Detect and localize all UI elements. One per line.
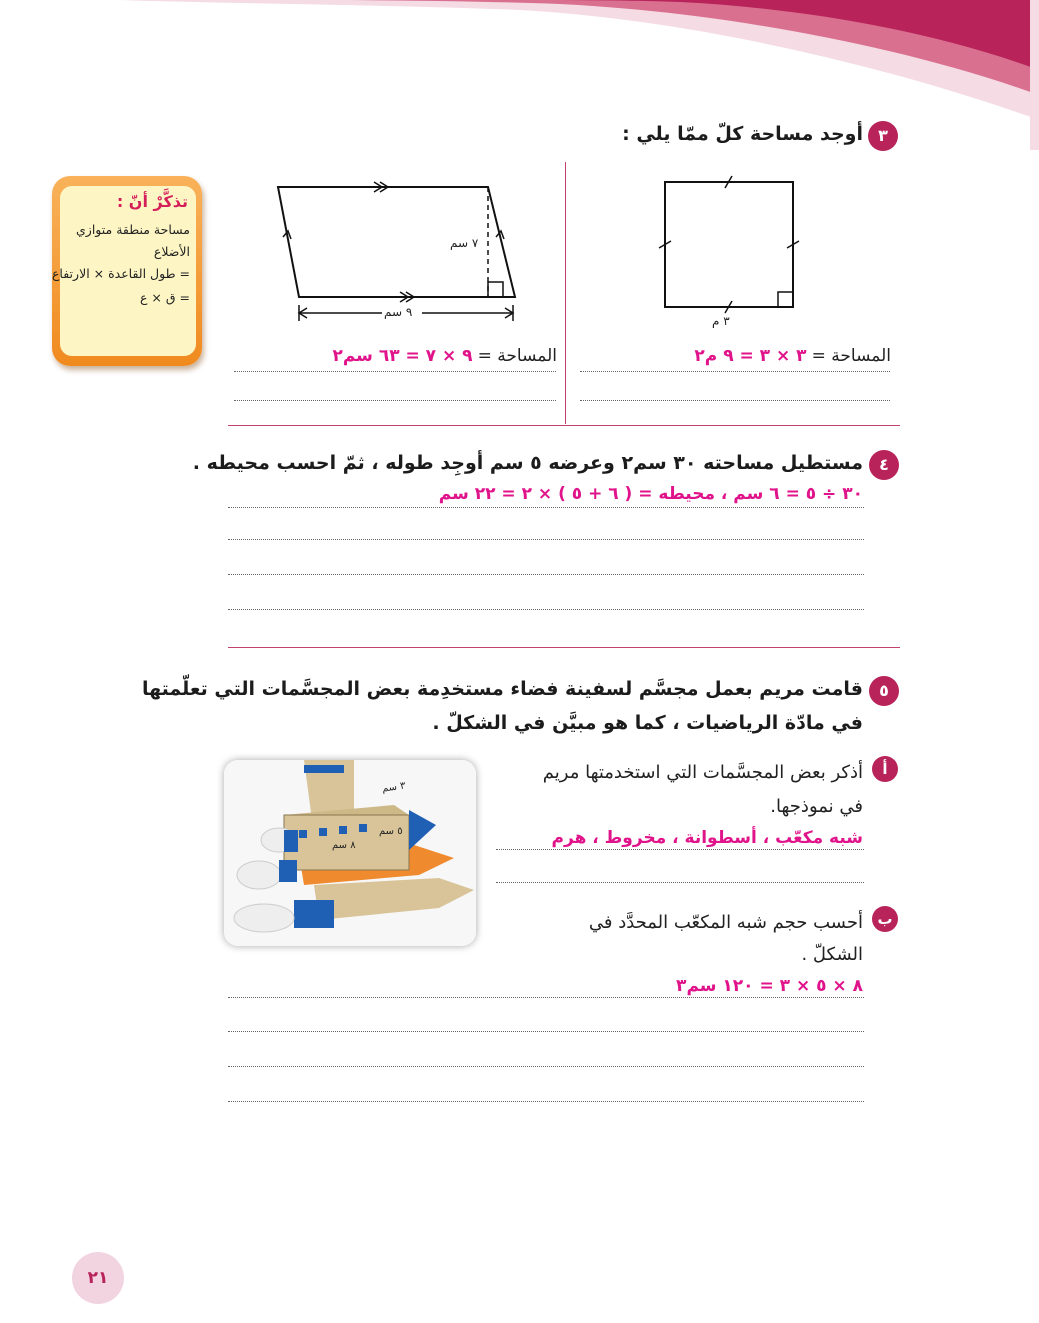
section-divider	[228, 425, 900, 426]
question-5-prompt-line-2: في مادّة الرياضيات ، كما هو مبيَّن في الشكلّ .	[432, 712, 863, 734]
answer-line	[234, 400, 556, 401]
remember-line-3: = طول القاعدة × الارتفاع	[51, 266, 190, 281]
answer-line	[228, 539, 864, 540]
column-divider	[565, 162, 566, 424]
answer-line	[228, 574, 864, 575]
parallelogram-base-label: ٩ سم	[384, 305, 413, 319]
remember-line-2: الأضلاع	[153, 244, 190, 259]
remember-line-1: مساحة منطقة متوازي	[76, 222, 190, 237]
parallelogram-area-label: المساحة =	[477, 346, 557, 366]
photo-label-height: ٣ سم	[381, 780, 407, 795]
section-divider	[228, 647, 900, 648]
answer-line	[228, 507, 864, 508]
parallelogram-height-label: ٧ سم	[450, 236, 479, 250]
parallelogram-area-row	[217, 346, 557, 366]
question-4-answer: ٣٠ ÷ ٥ = ٦ سم ، محيطه = ( ٦ + ٥ ) × ٢ = ٢٢ سم	[438, 484, 863, 504]
answer-line	[580, 400, 890, 401]
photo-label-width: ٥ سم	[379, 826, 403, 837]
remember-title: تذكَّرْ أنّ :	[116, 192, 188, 211]
square-area-answer: ٣ × ٣ = ٩ م٢	[694, 346, 807, 366]
question-4-prompt: مستطيل مساحته ٣٠ سم٢ وعرضه ٥ سم أوجِد طوله ، ثمّ احسب محيطه .	[192, 452, 863, 474]
question-5-number: ٥	[869, 676, 899, 706]
question-5-prompt-line-1: قامت مريم بعمل مجسَّم لسفينة فضاء مستخدِمة بعض المجسَّمات التي تعلّمتها	[141, 678, 863, 700]
part-b-text-line-2: الشكلّ .	[801, 944, 863, 965]
question-4-number: ٤	[869, 450, 899, 480]
part-b-text-line-1: أحسب حجم شبه المكعّب المحدَّد في	[588, 912, 863, 933]
answer-line	[228, 1101, 864, 1102]
question-3-prompt: أوجد مساحة كلّ ممّا يلي :	[622, 123, 863, 145]
question-3-number: ٣	[868, 121, 898, 151]
remember-box-inner	[51, 186, 196, 356]
square-area-row	[591, 346, 891, 366]
part-b-answer: ٨ × ٥ × ٣ = ١٢٠ سم٣	[676, 976, 863, 996]
answer-line	[496, 882, 864, 883]
remember-box	[52, 176, 202, 366]
part-a-answer: شبه مكعّب ، أسطوانة ، مخروط ، هرم	[551, 828, 863, 848]
part-b-letter: ب	[872, 906, 898, 932]
square-side-label: ٣ م	[712, 314, 730, 328]
photo-label-length: ٨ سم	[332, 840, 356, 851]
answer-line	[496, 849, 864, 850]
part-a-text-line-2: في نموذجها.	[770, 796, 863, 817]
remember-line-4: = ق × ع	[139, 290, 190, 305]
answer-line	[228, 609, 864, 610]
part-a-text-line-1: أذكر بعض المجسَّمات التي استخدمتها مريم	[542, 762, 863, 783]
answer-line	[228, 997, 864, 998]
answer-line	[228, 1066, 864, 1067]
answer-line	[580, 371, 890, 372]
square-area-label: المساحة =	[811, 346, 891, 366]
answer-line	[228, 1031, 864, 1032]
spaceship-model-photo	[224, 760, 476, 946]
spaceship-illustration	[224, 760, 476, 946]
parallelogram-area-answer: ٩ × ٧ = ٦٣ سم٢	[332, 346, 473, 366]
square-figure	[650, 170, 810, 340]
answer-line	[234, 371, 556, 372]
page-number: ٢١	[72, 1252, 124, 1304]
part-a-letter: أ	[872, 756, 898, 782]
